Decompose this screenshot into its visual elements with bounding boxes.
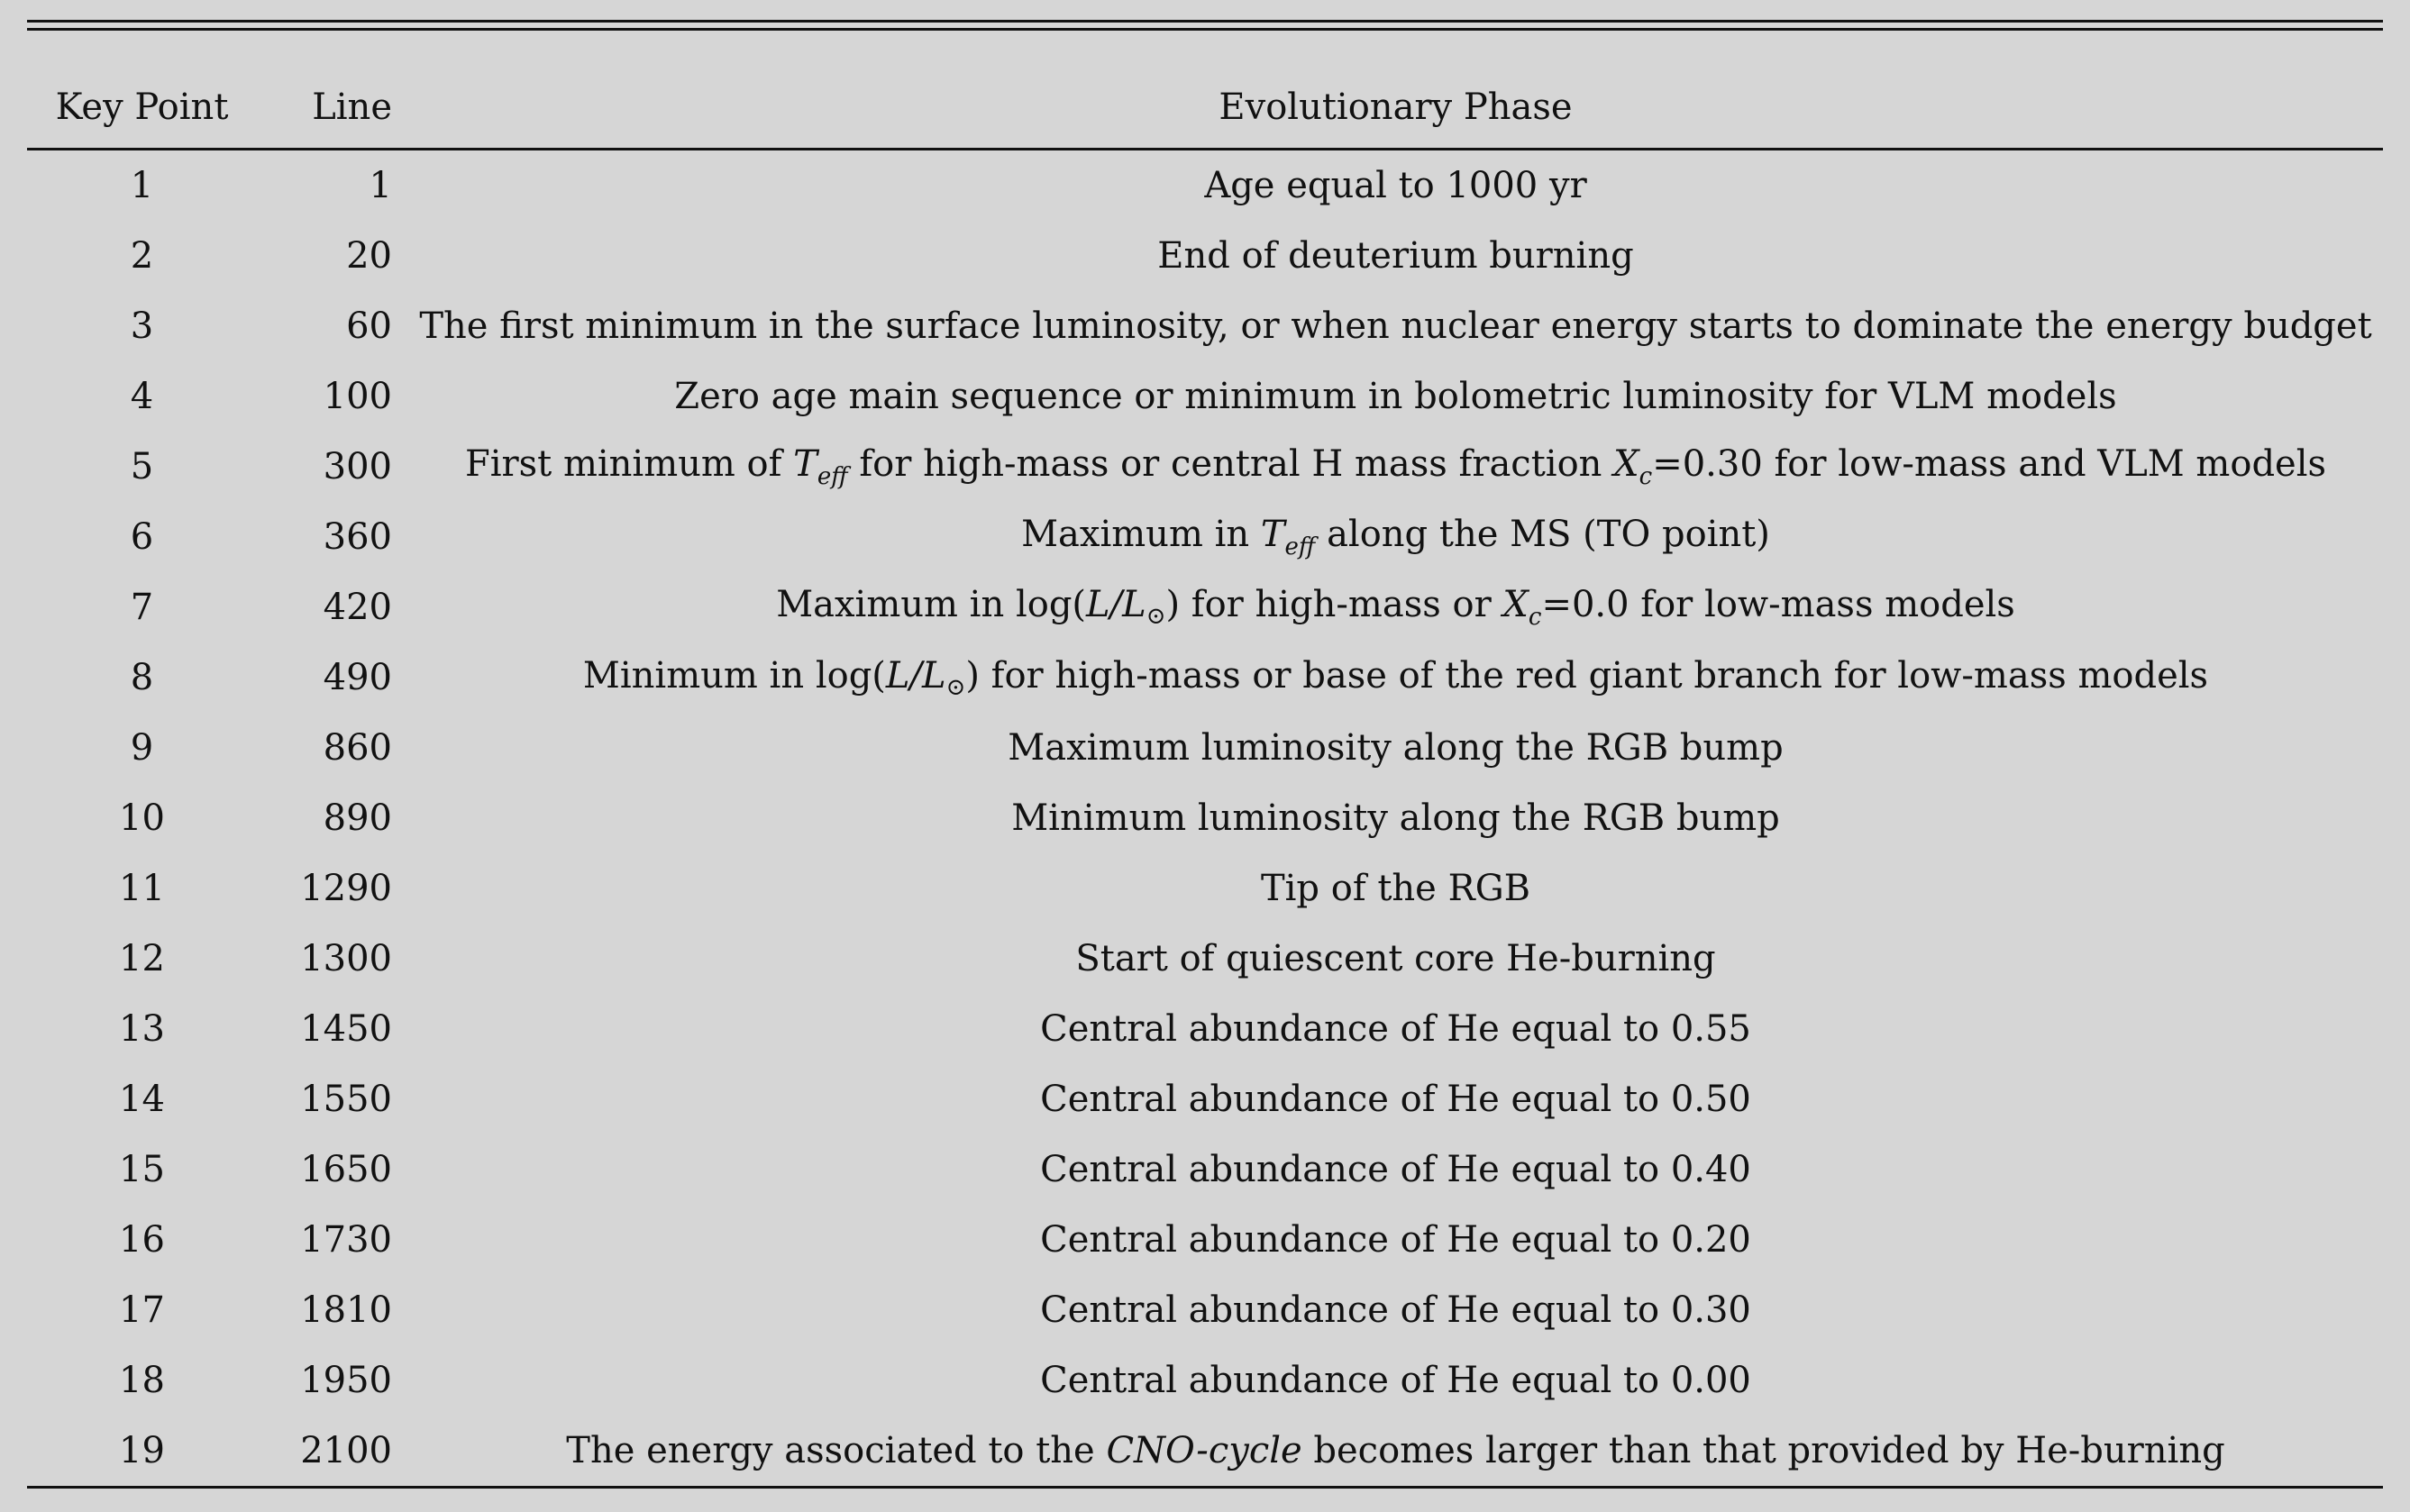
- bottom-rule: [27, 1486, 2383, 1489]
- table-row: [27, 924, 2383, 994]
- line-cell: 490: [323, 657, 392, 698]
- math-subscript: eff: [1284, 533, 1316, 560]
- phase-cell: Maximum luminosity along the RGB bump: [1008, 727, 1784, 769]
- table-row: [27, 783, 2383, 853]
- key-point-cell: 17: [119, 1289, 165, 1331]
- key-point-cell: 9: [130, 727, 154, 769]
- line-cell: 60: [346, 305, 392, 347]
- line-cell: 360: [323, 516, 392, 558]
- phase-cell: End of deuterium burning: [1157, 235, 1634, 277]
- table-row: [27, 642, 2383, 713]
- table-row: [27, 1205, 2383, 1275]
- phase-cell: Tip of the RGB: [1260, 868, 1531, 909]
- key-point-cell: 14: [119, 1079, 165, 1120]
- key-point-cell: 16: [119, 1219, 165, 1261]
- table-body: [27, 150, 2383, 1486]
- phase-text: ) for high-mass or base of the red giant branch for low-mass models: [965, 654, 2209, 697]
- math-subscript: c: [1639, 463, 1653, 490]
- phase-cell: The first minimum in the surface luminosity, or when nuclear energy starts to dominate the energy budget: [419, 305, 2372, 347]
- table-row: [27, 1064, 2383, 1134]
- line-cell: 1290: [300, 868, 392, 909]
- header-row: [27, 31, 2383, 148]
- phase-cell: Central abundance of He equal to 0.55: [1040, 1008, 1751, 1050]
- line-cell: 890: [323, 797, 392, 839]
- key-point-cell: 15: [119, 1149, 165, 1190]
- table-row: [27, 572, 2383, 642]
- math-subscript: eff: [817, 463, 848, 490]
- table-row: [27, 150, 2383, 221]
- phase-cell: [408, 432, 2383, 502]
- table-row: [27, 1416, 2383, 1486]
- math-symbol: X: [1502, 584, 1529, 625]
- top-double-rule: [27, 20, 2383, 31]
- evolutionary-phase-table: [27, 20, 2383, 1489]
- table-row: [27, 502, 2383, 572]
- phase-cell: [408, 502, 2383, 572]
- phase-cell: [408, 642, 2383, 713]
- key-point-cell: 1: [130, 165, 154, 206]
- sun-symbol: ⊙: [945, 673, 966, 701]
- key-point-cell: 4: [130, 376, 154, 417]
- key-point-cell: 8: [130, 657, 154, 698]
- key-point-cell: 19: [119, 1430, 165, 1471]
- math-symbol: L/L: [885, 654, 946, 697]
- phase-cell: Minimum luminosity along the RGB bump: [1011, 797, 1780, 839]
- key-point-cell: 10: [119, 797, 165, 839]
- phase-text: The energy associated to the: [566, 1430, 1107, 1471]
- line-cell: 1300: [300, 938, 392, 979]
- table-row: [27, 1345, 2383, 1416]
- key-point-cell: 2: [130, 235, 154, 277]
- italic-term: CNO-cycle: [1106, 1430, 1302, 1471]
- table-body-rows: [27, 150, 2383, 1486]
- line-cell: 420: [323, 587, 392, 628]
- phase-text: =0.0 for low-mass models: [1541, 584, 2015, 625]
- phase-cell: [408, 572, 2383, 642]
- line-cell: 1: [369, 165, 392, 206]
- key-point-cell: 13: [119, 1008, 165, 1050]
- phase-cell: Central abundance of He equal to 0.20: [1040, 1219, 1751, 1261]
- math-symbol: X: [1613, 443, 1639, 485]
- phase-text: First minimum of: [464, 443, 794, 485]
- line-cell: 2100: [300, 1430, 392, 1471]
- table-row: [27, 291, 2383, 361]
- phase-cell: Central abundance of He equal to 0.50: [1040, 1079, 1751, 1120]
- key-point-cell: 7: [130, 587, 154, 628]
- phase-cell: Central abundance of He equal to 0.00: [1040, 1360, 1751, 1401]
- phase-cell: Central abundance of He equal to 0.40: [1040, 1149, 1751, 1190]
- line-cell: 300: [323, 446, 392, 487]
- phase-text: =0.30 for low-mass and VLM models: [1652, 443, 2327, 485]
- key-points-table: [27, 31, 2383, 148]
- key-point-cell: 11: [119, 868, 165, 909]
- line-cell: 1810: [300, 1289, 392, 1331]
- header-evolutionary-phase: Evolutionary Phase: [1219, 87, 1573, 128]
- phase-cell: Start of quiescent core He-burning: [1075, 938, 1716, 979]
- line-cell: 1730: [300, 1219, 392, 1261]
- key-point-cell: 6: [130, 516, 154, 558]
- key-point-cell: 3: [130, 305, 154, 347]
- math-symbol: T: [793, 443, 817, 485]
- line-cell: 1650: [300, 1149, 392, 1190]
- math-symbol: L/L: [1086, 584, 1146, 625]
- phase-text: ) for high-mass or: [1165, 584, 1503, 625]
- table-row: [27, 853, 2383, 924]
- phase-text: Minimum in log(: [582, 654, 886, 697]
- table-row: [27, 1134, 2383, 1205]
- sun-symbol: ⊙: [1146, 603, 1166, 630]
- table-row: [27, 221, 2383, 291]
- line-cell: 100: [323, 376, 392, 417]
- line-cell: 1550: [300, 1079, 392, 1120]
- key-point-cell: 12: [119, 938, 165, 979]
- table-row: [27, 994, 2383, 1064]
- math-subscript: c: [1528, 604, 1542, 631]
- phase-text: becomes larger than that provided by He-burning: [1301, 1430, 2225, 1471]
- table-row: [27, 1275, 2383, 1345]
- phase-text: Maximum in: [1021, 514, 1261, 555]
- phase-text: along the MS (TO point): [1315, 514, 1770, 555]
- table-row: [27, 713, 2383, 783]
- phase-text: Maximum in log(: [776, 584, 1087, 625]
- line-cell: 1950: [300, 1360, 392, 1401]
- phase-cell: Central abundance of He equal to 0.30: [1040, 1289, 1751, 1331]
- line-cell: 860: [323, 727, 392, 769]
- header-line: Line: [312, 87, 392, 128]
- math-symbol: T: [1260, 514, 1285, 555]
- line-cell: 20: [346, 235, 392, 277]
- key-point-cell: 5: [130, 446, 154, 487]
- table-row: [27, 432, 2383, 502]
- phase-text: for high-mass or central H mass fraction: [847, 443, 1614, 485]
- phase-cell: Age equal to 1000 yr: [1204, 165, 1587, 206]
- phase-cell: Zero age main sequence or minimum in bolometric luminosity for VLM models: [674, 376, 2117, 417]
- key-point-cell: 18: [119, 1360, 165, 1401]
- phase-cell: [408, 1416, 2383, 1486]
- table-row: [27, 361, 2383, 432]
- header-key-point: Key Point: [55, 87, 229, 128]
- line-cell: 1450: [300, 1008, 392, 1050]
